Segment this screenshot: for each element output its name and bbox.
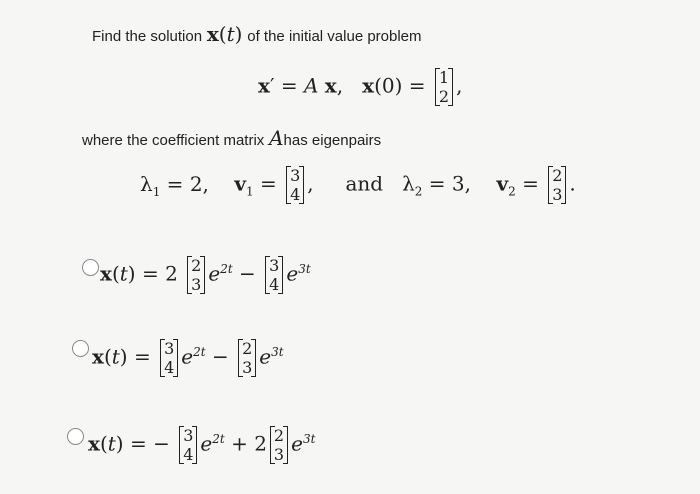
where-text: where the coefficient matrix — [82, 132, 265, 149]
option-3-text[interactable]: x(t) = − 3 4 $e^{2t} + 2$ 2 3 $e^{3t}$ — [88, 426, 316, 464]
question-intro-tail: of the initial value problem — [247, 28, 422, 45]
lambda1: $\lambda_1 = 2$, — [140, 171, 209, 199]
matrix-a: A — [269, 126, 284, 150]
lambda2: 3 — [451, 171, 465, 196]
and-word: and — [345, 171, 384, 196]
option-2-text[interactable]: x(t) = 3 4 $e^{2t}$ − 2 3 $e^{3t}$ — [92, 339, 284, 377]
has-eigenpairs: has eigenpairs — [283, 132, 382, 149]
option-1-text[interactable]: x(t) = 2 2 3 $e^{2t}$ − 3 4 $e^{3t}$ — [100, 256, 311, 294]
option-1-radio[interactable] — [82, 259, 99, 276]
option-3-radio[interactable] — [67, 428, 84, 445]
where-line — [82, 126, 381, 150]
v1-vector: 3 4 — [286, 166, 304, 204]
eigenpairs: $\lambda_1 = 2$, $v_1$ = 3 4 , and $\lambda_2 = 3$, $v_2$ = 2 3 . — [140, 166, 576, 204]
question-line — [92, 22, 422, 46]
option-2-radio[interactable] — [72, 340, 89, 357]
x-of-t: x(t) — [206, 22, 243, 46]
ode-system: x′ = A x, x(0) = 1 2 , — [258, 68, 463, 106]
initial-vector: 1 2 — [435, 68, 453, 106]
question-intro: Find the solution — [92, 28, 203, 45]
v2-vector: 2 3 — [548, 166, 566, 204]
